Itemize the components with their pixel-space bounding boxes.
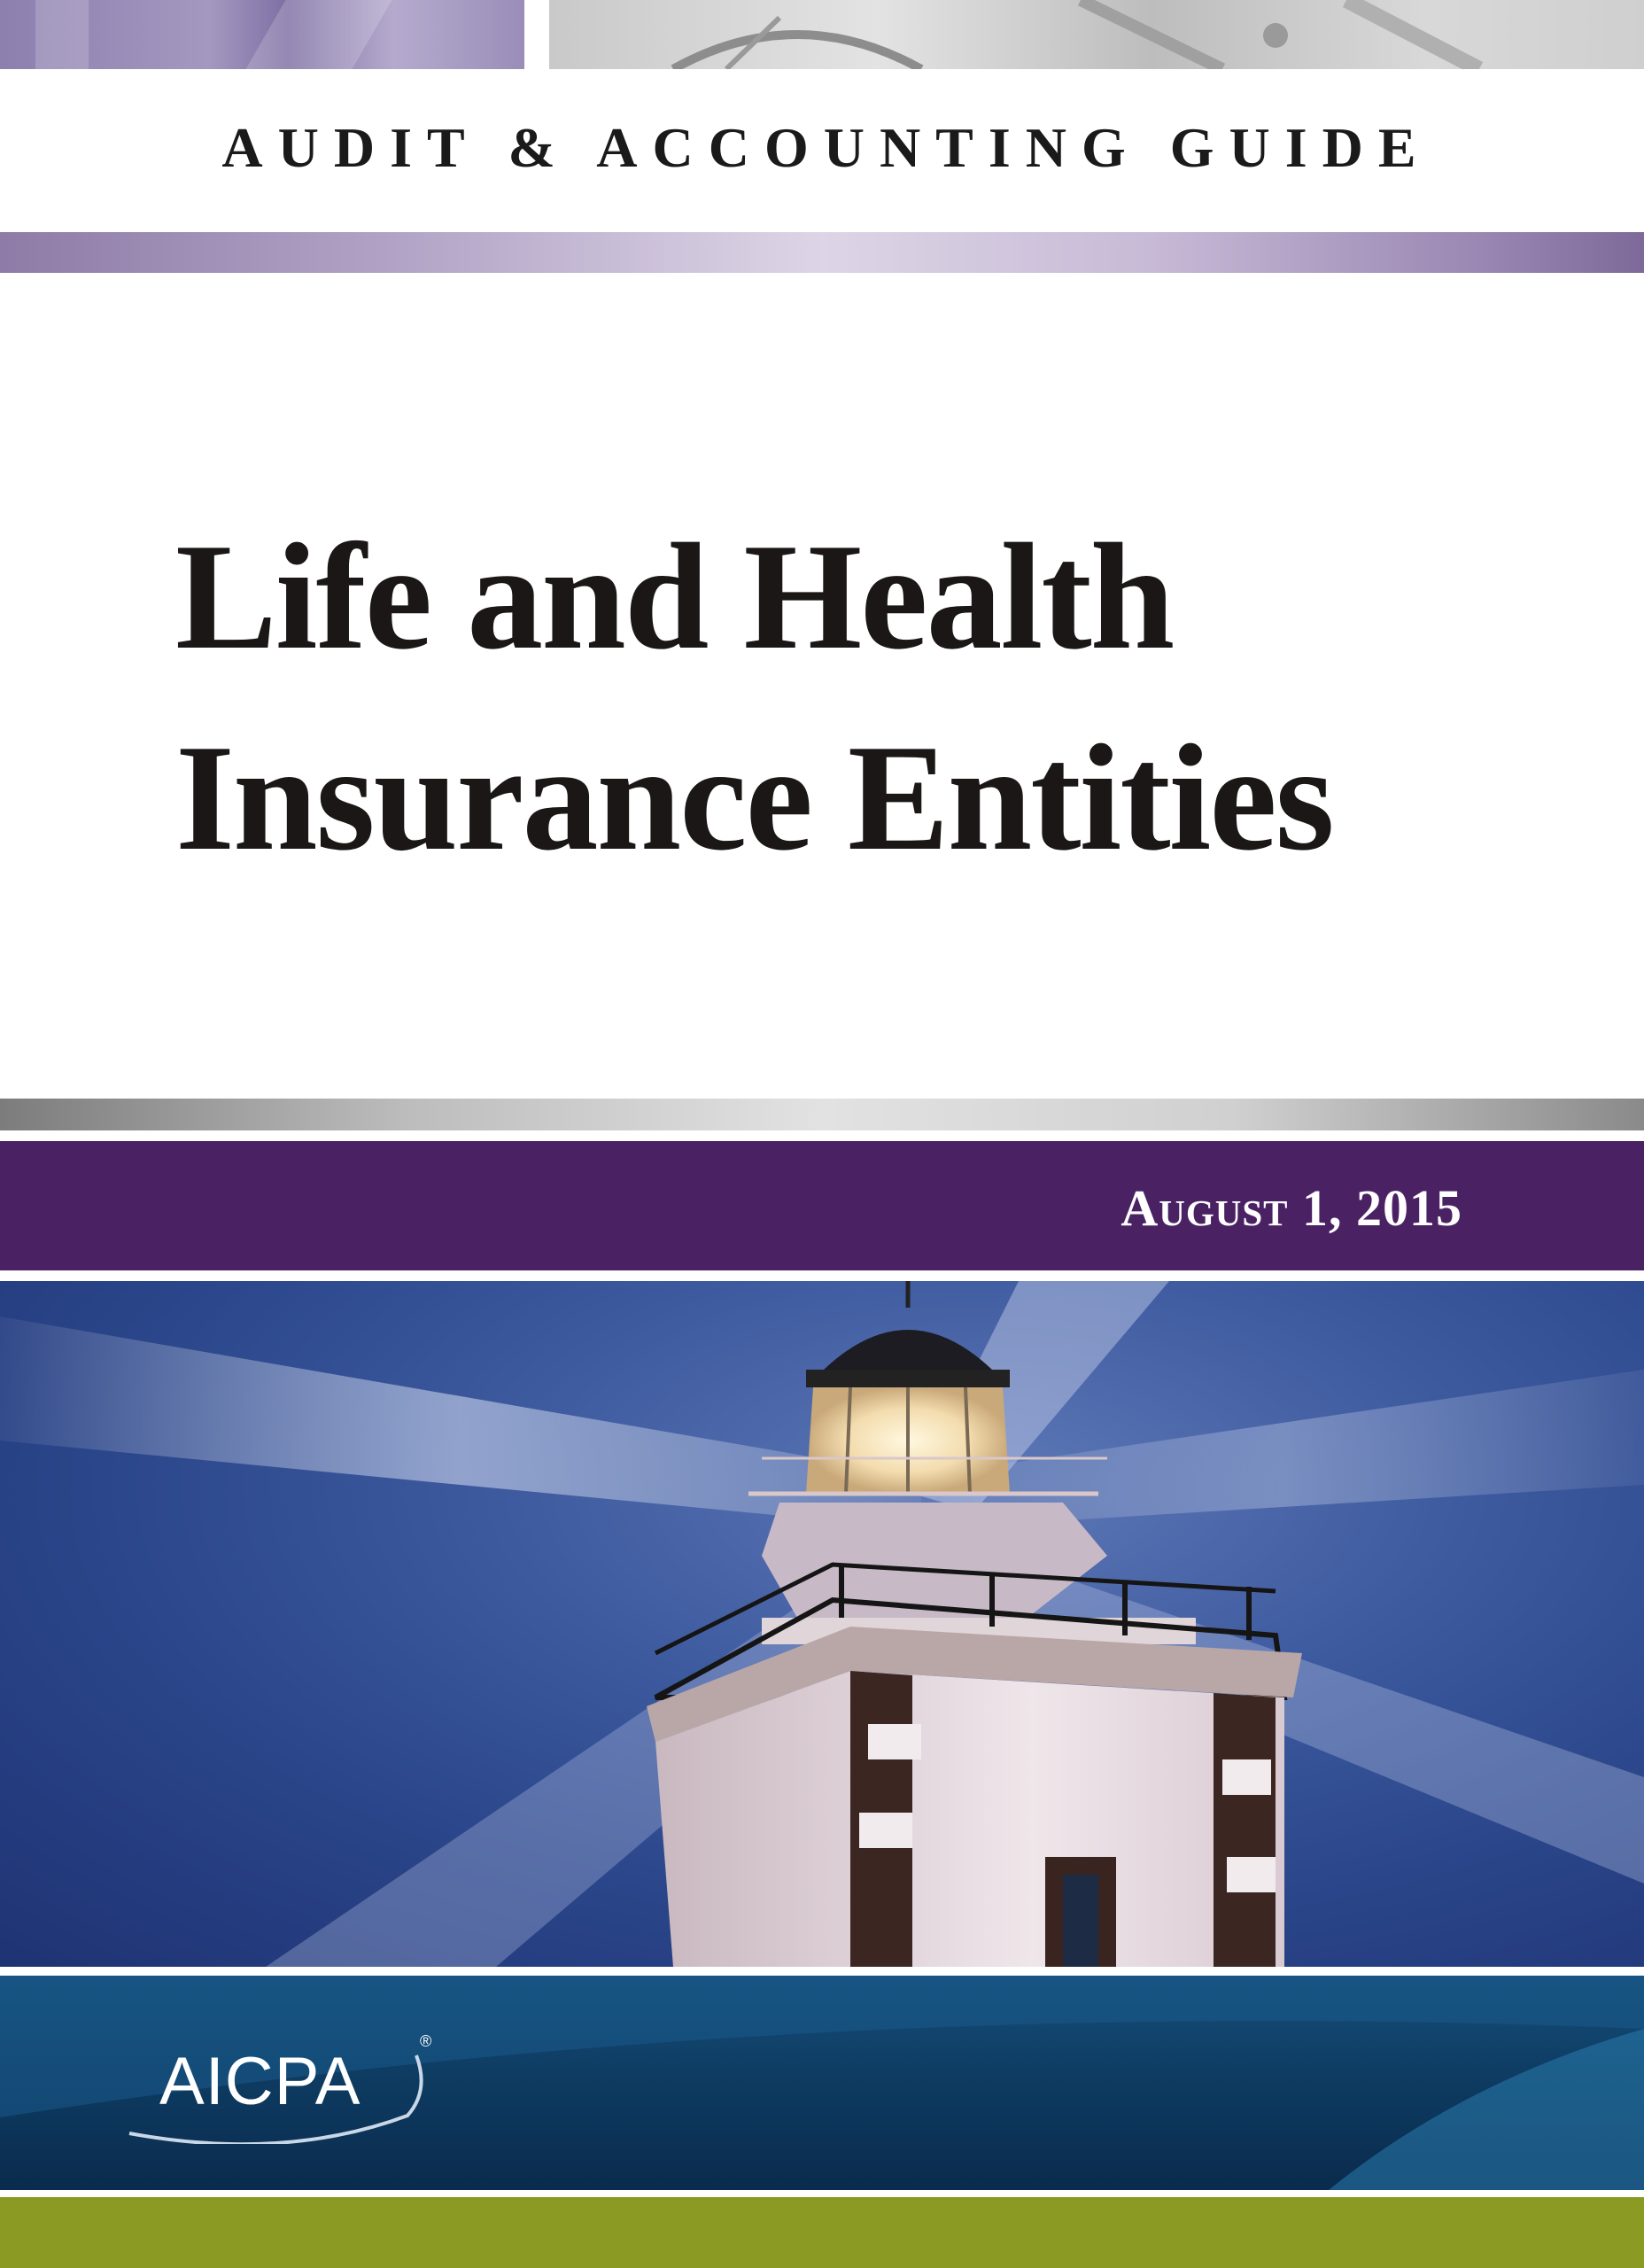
white-separator-2 <box>0 2190 1644 2197</box>
white-separator <box>0 1967 1644 1976</box>
top-left-photo-strip <box>0 0 524 69</box>
date-day-year: 1, 2015 <box>1302 1179 1462 1237</box>
date-month-initial: A <box>1121 1179 1159 1237</box>
purple-divider <box>0 232 1644 273</box>
aicpa-logo-text: AICPA <box>159 2044 361 2119</box>
lighthouse-photo <box>0 1281 1644 1967</box>
date-month-rest: ugust <box>1159 1179 1289 1237</box>
registered-mark: ® <box>420 2032 432 2050</box>
gray-divider <box>0 1099 1644 1130</box>
aicpa-logo <box>124 2029 461 2144</box>
publication-date <box>1121 1178 1462 1238</box>
title-line-1: Life and Health <box>175 513 1174 681</box>
title-line-2: Insurance Entities <box>175 714 1333 882</box>
green-footer-band <box>0 2197 1644 2268</box>
series-label: AUDIT & ACCOUNTING GUIDE <box>221 116 1431 179</box>
top-right-photo-strip <box>549 0 1644 69</box>
